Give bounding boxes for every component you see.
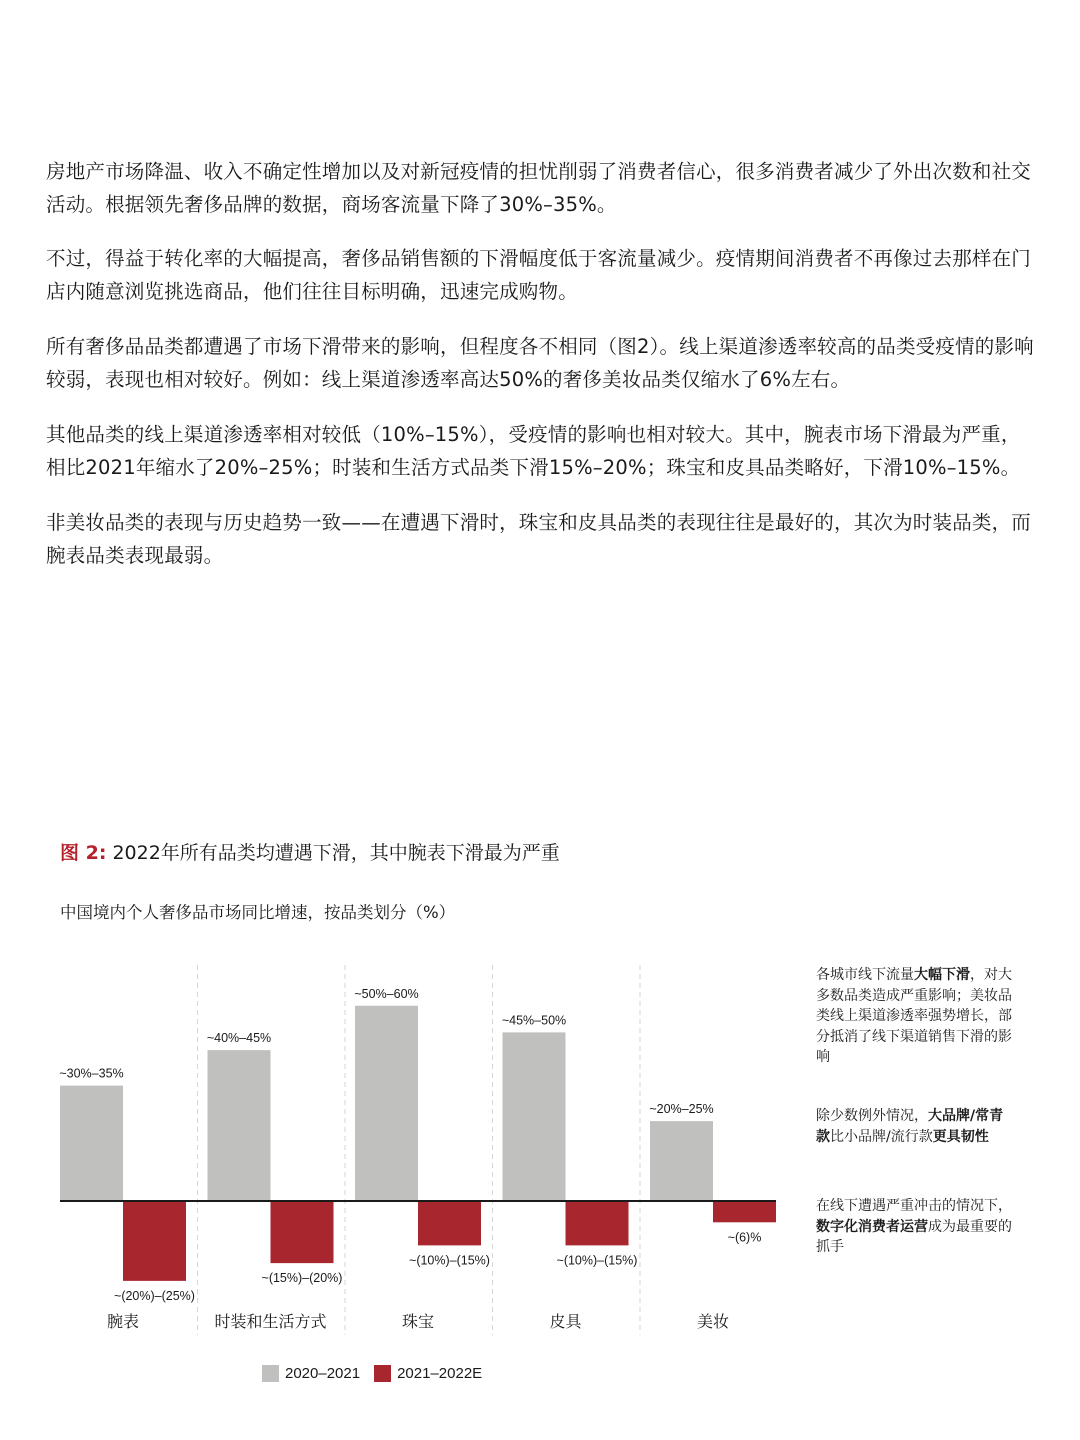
data-label: ~50%–60%	[354, 986, 419, 1001]
bar-2020-2021	[208, 1050, 271, 1201]
bar-2020-2021	[650, 1121, 713, 1201]
note-3-part-2: 数字化消费者运营	[816, 1218, 928, 1235]
bar-2020-2021	[355, 1006, 418, 1201]
category-label: 珠宝	[401, 1312, 435, 1331]
bar-2020-2021	[503, 1032, 566, 1201]
note-3-part-1: 在线下遭遇严重冲击的情况下，	[816, 1198, 1012, 1214]
note-2-part-2: 大品牌/常青款	[816, 1108, 1004, 1145]
data-label: ~40%–45%	[206, 1031, 272, 1046]
note-1-part-3: ，对大多数品类造成严重影响；美妆品类线上渠道渗透率强势增长，部分抵消了线下渠道销售下滑的影响	[816, 967, 1012, 1065]
category-label: 腕表	[106, 1312, 140, 1331]
note-2-part-1: 除少数例外情况，	[816, 1108, 928, 1124]
bar-2021-2022e	[713, 1201, 776, 1222]
data-label: ~45%–50%	[501, 1013, 567, 1028]
note-3	[816, 1196, 1016, 1258]
note-2	[816, 1106, 1016, 1147]
legend-label-2021-2022e: 2021–2022E	[397, 1365, 483, 1382]
legend-swatch-2021-2022e	[374, 1365, 391, 1382]
bar-2021-2022e	[123, 1201, 186, 1281]
figure-title	[60, 838, 560, 865]
data-label: ~20%–25%	[649, 1102, 714, 1117]
legend-item-2020-2021	[262, 1365, 360, 1382]
category-label: 时装和生活方式	[214, 1312, 327, 1331]
legend-item-2021-2022e	[374, 1365, 482, 1382]
note-2-part-3: 比小品牌/流行款	[830, 1128, 933, 1145]
category-label: 皮具	[549, 1312, 582, 1331]
data-label: ~(20%)–(25%)	[114, 1288, 195, 1303]
bar-2021-2022e	[271, 1201, 334, 1263]
paragraph-2: 不过，得益于转化率的大幅提高，奢侈品销售额的下滑幅度低于客流量减少。疫情期间消费者不再像过去那样在门店内随意浏览挑选商品，他们往往目标明确，迅速完成购物。	[46, 247, 1032, 303]
category-label: 美妆	[696, 1312, 730, 1331]
bar-chart	[0, 950, 800, 1350]
figure-title-text: 2022年所有品类均遭遇下滑，其中腕表下滑最为严重	[112, 842, 560, 864]
bar-2020-2021	[60, 1086, 123, 1201]
note-3-part-3: 成为最重要的抓手	[816, 1218, 1012, 1255]
data-label: ~(15%)–(20%)	[261, 1271, 343, 1286]
bar-2021-2022e	[418, 1201, 481, 1245]
data-label: ~30%–35%	[59, 1066, 124, 1081]
figure-label: 图 2:	[60, 842, 107, 864]
data-label: ~(6)%	[727, 1230, 762, 1245]
data-label: ~(10%)–(15%)	[556, 1253, 638, 1268]
note-2-part-4: 更具韧性	[932, 1128, 989, 1145]
paragraph-4: 其他品类的线上渠道渗透率相对较低（10%–15%），受疫情的影响也相对较大。其中，腕表市场下滑最为严重，相比2021年缩水了20%–25%；时装和生活方式品类下滑15%–20%；珠宝和皮具品类略好，下滑10%–15%。	[46, 423, 1021, 479]
paragraph-1: 房地产市场降温、收入不确定性增加以及对新冠疫情的担忧削弱了消费者信心，很多消费者减少了外出次数和社交活动。根据领先奢侈品牌的数据，商场客流量下降了30%–35%。	[46, 160, 1032, 216]
chart-legend	[262, 1365, 496, 1382]
note-1-part-1: 各城市线下流量	[816, 967, 914, 983]
legend-label-2020-2021: 2020–2021	[285, 1365, 361, 1382]
paragraph-3: 所有奢侈品品类都遭遇了市场下滑带来的影响，但程度各不相同（图2）。线上渠道渗透率较高的品类受疫情的影响较弱，表现也相对较好。例如：线上渠道渗透率高达50%的奢侈美妆品类仅缩水了6%左右。	[46, 335, 1034, 391]
bar-2021-2022e	[566, 1201, 629, 1245]
legend-swatch-2020-2021	[262, 1365, 279, 1382]
note-1-part-2: 大幅下滑	[914, 967, 970, 983]
figure-subtitle: 中国境内个人奢侈品市场同比增速，按品类划分（%）	[60, 903, 456, 922]
data-label: ~(10%)–(15%)	[409, 1253, 490, 1268]
paragraph-5: 非美妆品类的表现与历史趋势一致——在遭遇下滑时，珠宝和皮具品类的表现往往是最好的，其次为时装品类，而腕表品类表现最弱。	[46, 511, 1032, 567]
note-1	[816, 965, 1016, 1068]
